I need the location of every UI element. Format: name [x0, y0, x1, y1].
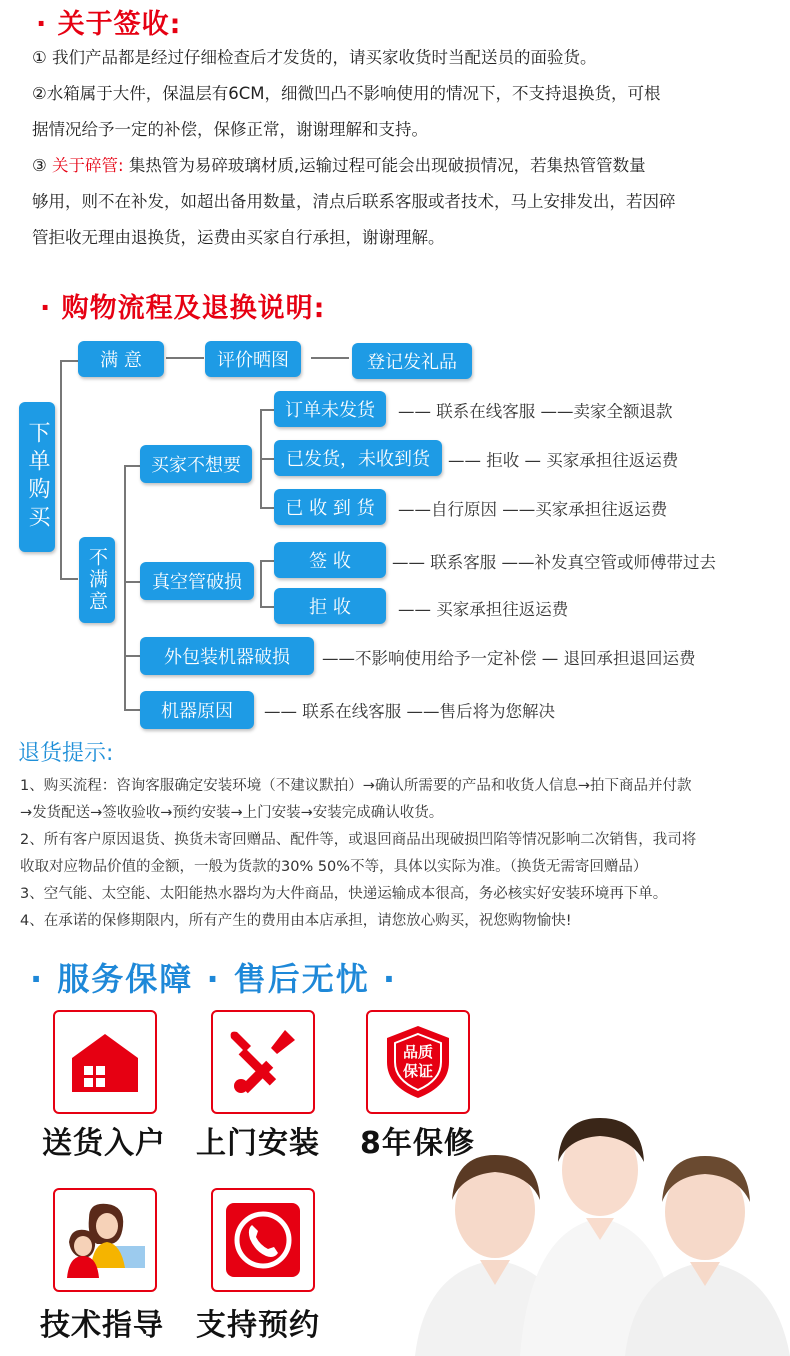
- tip-1b: →发货配送→签收验收→预约安装→上门安装→安装完成确认收货。: [20, 805, 444, 821]
- machine-text: —— 联系在线客服 ——售后将为您解决: [264, 702, 555, 721]
- unsatisfied-box: [79, 537, 115, 623]
- sign-p3-num: ③: [32, 156, 53, 175]
- install-label: 上门安装: [196, 1126, 320, 1161]
- sign-paragraph-3b: 够用，则不在补发，如超出备用数量，清点后联系客服或者技术，马上安排发出，若因碎: [32, 192, 676, 211]
- machine-box: 机器原因: [140, 691, 254, 729]
- flow-line: [124, 581, 140, 583]
- received-box: 已 收 到 货: [274, 489, 386, 525]
- reject-text: —— 买家承担往返运费: [398, 600, 569, 619]
- warranty-card: [366, 1010, 470, 1114]
- flow-line: [124, 465, 140, 467]
- tip-3: 3、空气能、太空能、太阳能热水器均为大件商品，快递运输成本很高，务必核实好安装环境再下单。: [20, 886, 668, 902]
- sign-section-title: · 关于签收:: [36, 9, 182, 40]
- sign-p3-text: 集热管为易碎玻璃材质,运输过程可能会出现破损情况，若集热管管数量: [123, 156, 646, 175]
- flow-line: [311, 357, 349, 359]
- quality-badge-text: 品质 保证: [402, 1043, 433, 1080]
- support-people-icon: [63, 1198, 147, 1282]
- shipped-box: 已发货，未收到货: [274, 440, 442, 476]
- flow-line: [260, 560, 274, 562]
- house-icon: [68, 1030, 142, 1094]
- satisfied-box: 满 意: [78, 341, 164, 377]
- gift-box: 登记发礼品: [352, 343, 472, 379]
- flow-line: [60, 360, 62, 580]
- not-shipped-text: —— 联系在线客服 ——卖家全额退款: [398, 402, 673, 421]
- phone-icon: [224, 1201, 302, 1279]
- dont-want-box: 买家不想要: [140, 445, 252, 483]
- flow-section-title: · 购物流程及退换说明:: [40, 293, 326, 324]
- delivery-card: [53, 1010, 157, 1114]
- flow-line: [60, 578, 78, 580]
- flow-line: [260, 507, 274, 509]
- reject-box: 拒 收: [274, 588, 386, 624]
- appointment-card: [211, 1188, 315, 1292]
- not-shipped-box: 订单未发货: [274, 391, 386, 427]
- appointment-label: 支持预约: [196, 1308, 320, 1343]
- tech-support-label: 技术指导: [40, 1308, 164, 1343]
- flow-line: [124, 465, 126, 710]
- received-text: ——自行原因 ——买家承担往返运费: [398, 500, 668, 519]
- package-box: 外包装机器破损: [140, 637, 314, 675]
- install-card: [211, 1010, 315, 1114]
- delivery-label: 送货入户: [42, 1126, 166, 1161]
- shipped-text: —— 拒收 — 买家承担往返运费: [448, 451, 679, 470]
- sign-paragraph-2a: ②水箱属于大件，保温层有6CM，细微凹凸不影响使用的情况下，不支持退换货，可根: [32, 84, 661, 103]
- flow-line: [60, 360, 78, 362]
- flow-line: [260, 560, 262, 608]
- tools-icon: [223, 1022, 303, 1102]
- sign-p3-red: 关于碎管:: [52, 156, 124, 175]
- order-box-label: 下单购买: [25, 421, 50, 533]
- sign-paragraph-3a: [32, 148, 762, 184]
- sign-text: —— 联系客服 ——补发真空管或师傅带过去: [392, 553, 716, 572]
- unsatisfied-box-label: 不满意: [86, 547, 108, 613]
- package-text: ——不影响使用给予一定补偿 — 退回承担退回运费: [322, 649, 696, 668]
- flow-line: [124, 655, 140, 657]
- warranty-label: 8年保修: [360, 1126, 475, 1161]
- sign-box: 签 收: [274, 542, 386, 578]
- order-box: [19, 402, 55, 552]
- tip-2a: 2、所有客户原因退货、换货未寄回赠品、配件等，或退回商品出现破损凹陷等情况影响二次销售，我司将: [20, 832, 697, 848]
- sign-paragraph-2b: 据情况给予一定的补偿，保修正常，谢谢理解和支持。: [32, 120, 428, 139]
- flow-line: [260, 409, 274, 411]
- sign-paragraph-3c: 管拒收无理由退换货，运费由买家自行承担，谢谢理解。: [32, 228, 445, 247]
- service-title: · 服务保障 · 售后无忧 ·: [30, 960, 398, 998]
- tips-title: 退货提示:: [18, 741, 114, 766]
- sign-paragraph-1: ① 我们产品都是经过仔细检查后才发货的，请买家收货时当配送员的面验货。: [32, 48, 597, 67]
- flow-line: [166, 357, 204, 359]
- tech-support-card: [53, 1188, 157, 1292]
- flow-line: [260, 458, 274, 460]
- flow-line: [124, 709, 140, 711]
- tip-1a: 1、购买流程：咨询客服确定安装环境（不建议默拍）→确认所需要的产品和收货人信息→拍下商品并付款: [20, 778, 692, 794]
- flow-line: [260, 606, 274, 608]
- tip-4: 4、在承诺的保修期限内，所有产生的费用由本店承担，请您放心购买，祝您购物愉快!: [20, 913, 572, 929]
- tip-2b: 收取对应物品价值的金额，一般为货款的30% 50%不等，具体以实际为准。（换货无需寄回赠品）: [20, 859, 648, 875]
- tube-broken-box: 真空管破损: [140, 562, 254, 600]
- review-box: 评价晒图: [205, 341, 301, 377]
